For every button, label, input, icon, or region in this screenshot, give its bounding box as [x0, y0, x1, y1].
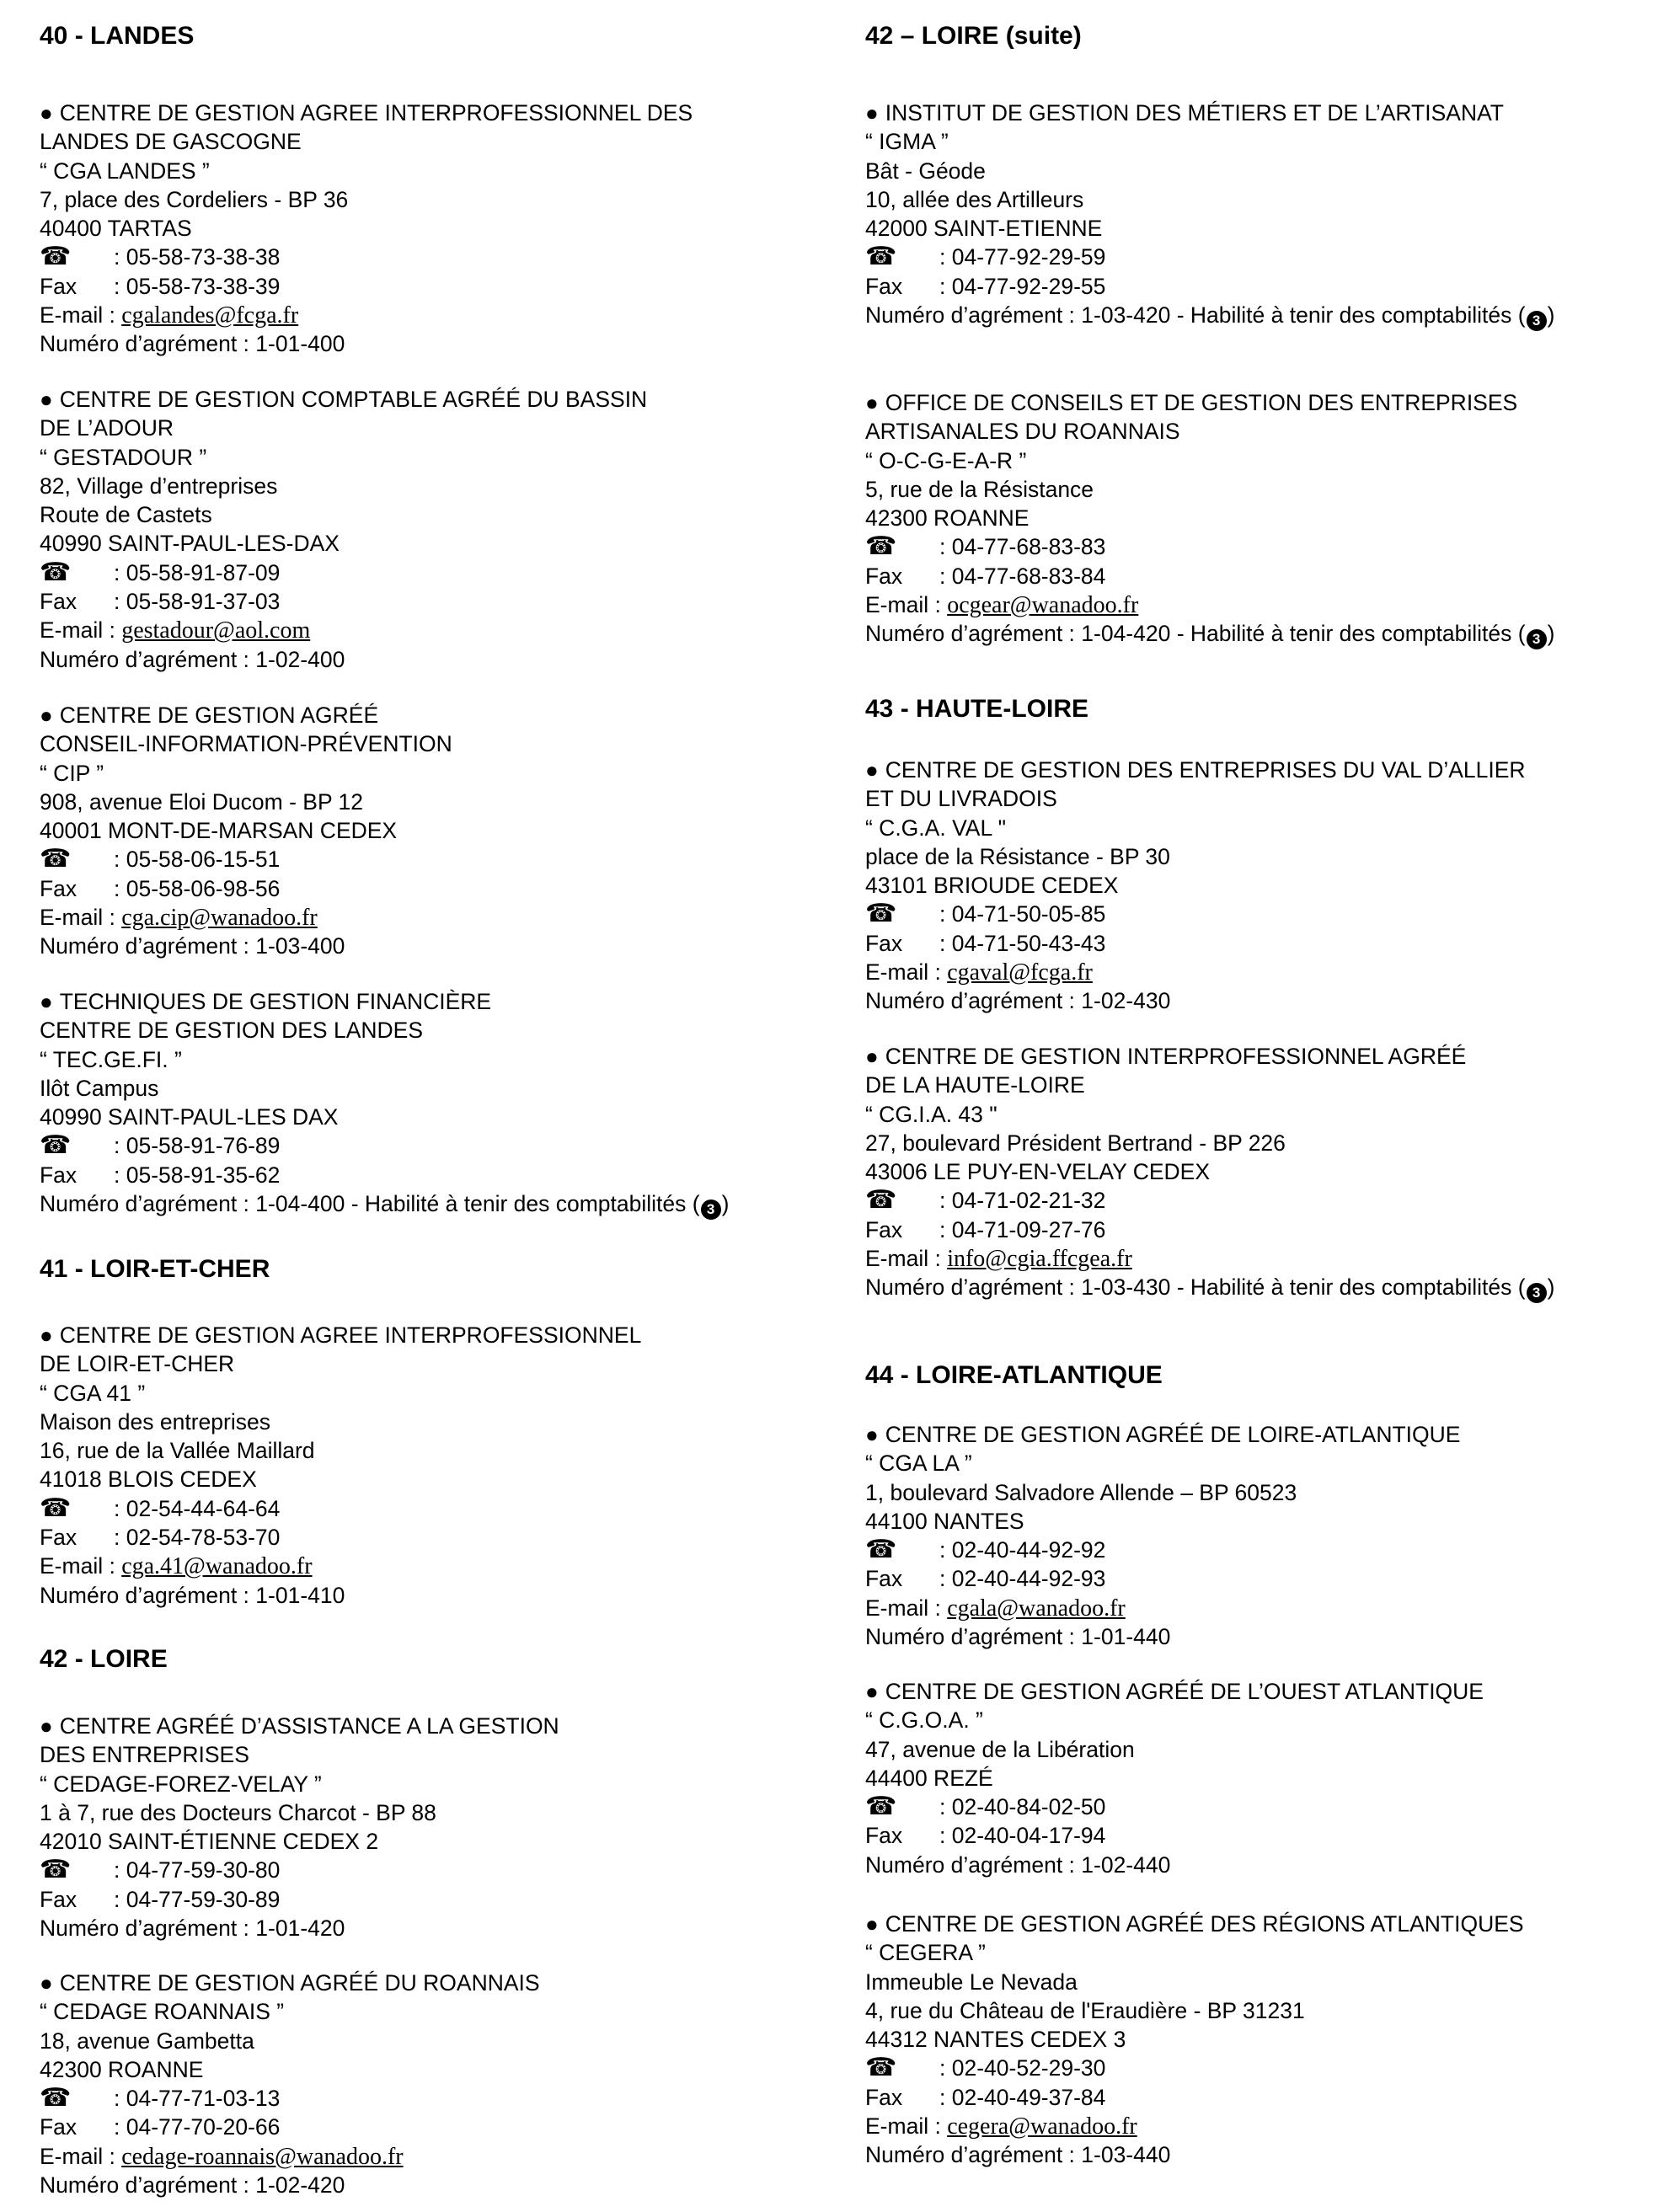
- phone-number: : 05-58-91-87-09: [114, 559, 281, 585]
- organization-name-line: [865, 1071, 1657, 1099]
- agrement-close: ): [1547, 1274, 1555, 1301]
- fax-label: Fax: [865, 1566, 903, 1592]
- organization-name-line: [40, 99, 832, 127]
- fax-number: : 04-77-92-29-55: [939, 273, 1106, 299]
- telephone-icon: ☎: [865, 1793, 897, 1821]
- agrement-number: Numéro d’agrément : 1-01-420: [40, 1915, 345, 1942]
- address-line: 47, avenue de la Libération: [865, 1736, 1135, 1762]
- bullet-icon: ●: [865, 390, 879, 415]
- address-line: 27, boulevard Président Bertrand - BP 226: [865, 1130, 1286, 1156]
- organization-name-line: [865, 1677, 1657, 1706]
- email-link[interactable]: gestadour@aol.com: [121, 617, 311, 644]
- address-line: 40990 SAINT-PAUL-LES DAX: [40, 1104, 339, 1130]
- phone-line: [40, 1856, 832, 1884]
- organization-name: DES ENTREPRISES: [40, 1742, 249, 1768]
- telephone-icon: ☎: [40, 1131, 72, 1160]
- organization-acronym: “ C.G.A. VAL ": [865, 815, 1006, 841]
- agrement-close: ): [1547, 621, 1555, 647]
- fax-line: [40, 587, 832, 616]
- organization-name: CENTRE DE GESTION COMPTABLE AGRÉÉ DU BASSIN: [59, 387, 648, 412]
- organization-name-line: [40, 1016, 832, 1045]
- agrement-line: [865, 986, 1657, 1015]
- telephone-icon: ☎: [865, 900, 897, 928]
- email-label: E-mail :: [40, 617, 122, 644]
- bullet-icon: ●: [40, 387, 53, 412]
- organization-entry: [865, 756, 1657, 1016]
- fax-label: Fax: [865, 1216, 903, 1242]
- agrement-line: [865, 1622, 1657, 1651]
- organization-acronym: “ GESTADOUR ”: [40, 444, 207, 470]
- phone-line: [865, 532, 1657, 561]
- organization-entry: [40, 99, 832, 359]
- telephone-icon: ☎: [40, 845, 72, 874]
- organization-entry: [40, 1321, 832, 1610]
- agrement-number: Numéro d’agrément : 1-03-430 - Habilité à tenir des comptabilités (: [865, 1274, 1526, 1301]
- organization-entry: [40, 385, 832, 674]
- agrement-number: Numéro d’agrément : 1-02-440: [865, 1851, 1171, 1878]
- fax-line: [40, 1523, 832, 1552]
- address-line: 18, avenue Gambetta: [40, 2028, 254, 2054]
- phone-line: [865, 243, 1657, 271]
- organization-acronym: “ C.G.O.A. ”: [865, 1707, 983, 1734]
- address-line: Immeuble Le Nevada: [865, 1969, 1078, 1995]
- organization-name-line: [40, 1321, 832, 1349]
- address-line: place de la Résistance - BP 30: [865, 843, 1170, 869]
- fax-label: Fax: [865, 273, 903, 299]
- address-line: 82, Village d’entreprises: [40, 473, 278, 499]
- email-link[interactable]: cga.cip@wanadoo.fr: [121, 905, 318, 932]
- agrement-line: [865, 1851, 1657, 1879]
- organization-entry: [40, 1712, 832, 1942]
- organization-name-line: [865, 1420, 1657, 1449]
- fax-label: Fax: [40, 875, 78, 901]
- agrement-line: [40, 1189, 832, 1218]
- organization-entry: [865, 1042, 1657, 1302]
- telephone-icon: ☎: [865, 243, 897, 271]
- phone-number: : 04-77-71-03-13: [114, 2086, 281, 2112]
- address-line: 44312 NANTES CEDEX 3: [865, 2027, 1126, 2053]
- agrement-number: Numéro d’agrément : 1-01-440: [865, 1624, 1171, 1650]
- fax-number: : 04-77-70-20-66: [114, 2114, 281, 2140]
- organization-name: CENTRE DE GESTION AGRÉÉ DU ROANNAIS: [59, 1970, 540, 1996]
- organization-name-line: [40, 127, 832, 156]
- section-title: 44 - LOIRE-ATLANTIQUE: [865, 1361, 1163, 1389]
- agrement-number: Numéro d’agrément : 1-03-400: [40, 933, 345, 959]
- organization-name: LANDES DE GASCOGNE: [40, 129, 302, 155]
- circled-three-icon: 3: [701, 1200, 721, 1220]
- agrement-line: [40, 932, 832, 960]
- organization-name-line: [40, 385, 832, 414]
- organization-name-line: [40, 1969, 832, 1997]
- organization-entry: [865, 99, 1657, 329]
- section-title: 41 - LOIR-ET-CHER: [40, 1255, 270, 1283]
- email-link[interactable]: cga.41@wanadoo.fr: [121, 1553, 313, 1580]
- fax-number: : 05-58-06-98-56: [114, 875, 281, 901]
- fax-number: : 02-40-49-37-84: [939, 2084, 1106, 2110]
- email-label: E-mail :: [40, 1553, 122, 1579]
- agrement-number: Numéro d’agrément : 1-01-400: [40, 331, 345, 357]
- telephone-icon: ☎: [40, 2084, 72, 2113]
- phone-number: : 04-77-59-30-80: [114, 1857, 281, 1883]
- bullet-icon: ●: [40, 1970, 53, 1996]
- agrement-number: Numéro d’agrément : 1-02-400: [40, 646, 345, 672]
- bullet-icon: ●: [865, 1422, 879, 1447]
- agrement-number: Numéro d’agrément : 1-04-420 - Habilité à tenir des comptabilités (: [865, 621, 1526, 647]
- agrement-line: [40, 329, 832, 358]
- organization-name-line: [40, 987, 832, 1016]
- phone-line: [865, 1793, 1657, 1821]
- organization-name: CENTRE AGRÉÉ D’ASSISTANCE A LA GESTION: [59, 1713, 559, 1739]
- phone-number: : 04-77-92-29-59: [939, 244, 1106, 270]
- address-line: 43101 BRIOUDE CEDEX: [865, 873, 1119, 899]
- phone-number: : 05-58-91-76-89: [114, 1133, 281, 1159]
- email-link[interactable]: cedage-roannais@wanadoo.fr: [121, 2143, 404, 2170]
- organization-name: CENTRE DE GESTION INTERPROFESSIONNEL AGRÉÉ: [885, 1044, 1467, 1069]
- fax-label: Fax: [40, 1162, 78, 1188]
- fax-line: [40, 874, 832, 903]
- organization-name-line: [40, 1349, 832, 1378]
- agrement-number: Numéro d’agrément : 1-02-430: [865, 988, 1171, 1014]
- email-line: [40, 903, 832, 932]
- fax-line: [40, 272, 832, 301]
- bullet-icon: ●: [865, 757, 879, 783]
- organization-name-line: [40, 414, 832, 442]
- fax-number: : 02-54-78-53-70: [114, 1525, 281, 1551]
- circled-three-icon: 3: [1527, 1283, 1547, 1303]
- fax-number: : 04-71-50-43-43: [939, 930, 1106, 956]
- address-line: 1 à 7, rue des Docteurs Charcot - BP 88: [40, 1799, 436, 1825]
- agrement-number: Numéro d’agrément : 1-03-440: [865, 2142, 1171, 2168]
- organization-name: CENTRE DE GESTION DES LANDES: [40, 1018, 424, 1044]
- agrement-close: ): [721, 1191, 730, 1217]
- phone-number: : 04-71-50-05-85: [939, 901, 1106, 927]
- circled-three-icon: 3: [1527, 629, 1547, 649]
- organization-name-line: [865, 417, 1657, 446]
- email-label: E-mail :: [865, 1595, 948, 1621]
- address-line: 42000 SAINT-ETIENNE: [865, 216, 1103, 242]
- telephone-icon: ☎: [865, 2054, 897, 2082]
- organization-acronym: “ CEDAGE-FOREZ-VELAY ”: [40, 1771, 322, 1797]
- organization-name-line: [40, 1740, 832, 1769]
- address-line: 5, rue de la Résistance: [865, 476, 1094, 502]
- address-line: 43006 LE PUY-EN-VELAY CEDEX: [865, 1159, 1211, 1185]
- bullet-icon: ●: [865, 1679, 879, 1704]
- phone-line: [40, 243, 832, 271]
- fax-label: Fax: [40, 273, 78, 299]
- organization-entry: [40, 701, 832, 961]
- organization-name-line: [865, 99, 1657, 127]
- agrement-line: [40, 1914, 832, 1942]
- agrement-line: [865, 2140, 1657, 2169]
- telephone-icon: ☎: [865, 1536, 897, 1564]
- organization-name: CENTRE DE GESTION AGRÉÉ: [59, 703, 379, 728]
- fax-line: [865, 929, 1657, 958]
- organization-name-line: [865, 756, 1657, 784]
- organization-entry: [865, 388, 1657, 649]
- phone-line: [40, 1131, 832, 1160]
- section-title: 42 - LOIRE: [40, 1645, 168, 1673]
- organization-name: CENTRE DE GESTION DES ENTREPRISES DU VAL D’ALLIER: [885, 757, 1526, 783]
- organization-name-line: [40, 701, 832, 729]
- phone-number: : 02-40-44-92-92: [939, 1537, 1106, 1563]
- fax-number: : 02-40-44-92-93: [939, 1566, 1106, 1592]
- email-label: E-mail :: [865, 959, 948, 986]
- phone-line: [40, 2084, 832, 2113]
- fax-number: : 05-58-91-37-03: [114, 589, 281, 615]
- bullet-icon: ●: [40, 100, 53, 126]
- email-label: E-mail :: [40, 905, 122, 931]
- agrement-line: [865, 619, 1657, 648]
- address-line: Route de Castets: [40, 502, 212, 528]
- organization-name: CENTRE DE GESTION AGRÉÉ DE L’OUEST ATLANTIQUE: [885, 1679, 1484, 1704]
- fax-line: [865, 562, 1657, 590]
- email-link[interactable]: cgala@wanadoo.fr: [947, 1595, 1126, 1622]
- email-label: E-mail :: [865, 592, 948, 618]
- organization-acronym: “ CG.I.A. 43 ": [865, 1101, 997, 1127]
- organization-entry: [40, 1969, 832, 2199]
- address-line: Maison des entreprises: [40, 1408, 270, 1435]
- email-line: [865, 1594, 1657, 1622]
- organization-entry: [40, 987, 832, 1218]
- email-line: [40, 2142, 832, 2171]
- fax-line: [40, 1885, 832, 1914]
- organization-name-line: [865, 1910, 1657, 1938]
- agrement-number: Numéro d’agrément : 1-04-400 - Habilité à tenir des comptabilités (: [40, 1191, 700, 1217]
- phone-number: : 04-71-02-21-32: [939, 1188, 1106, 1214]
- organization-name-line: [865, 1042, 1657, 1071]
- telephone-icon: ☎: [40, 1493, 72, 1522]
- agrement-line: [40, 2171, 832, 2199]
- organization-name: INSTITUT DE GESTION DES MÉTIERS ET DE L’ARTISANAT: [885, 100, 1504, 126]
- telephone-icon: ☎: [40, 243, 72, 271]
- email-line: [40, 616, 832, 644]
- organization-name: ET DU LIVRADOIS: [865, 786, 1057, 812]
- email-link[interactable]: cegera@wanadoo.fr: [947, 2113, 1137, 2140]
- organization-acronym: “ CGA LA ”: [865, 1451, 972, 1477]
- telephone-icon: ☎: [865, 532, 897, 561]
- phone-number: : 04-77-68-83-83: [939, 534, 1106, 560]
- address-line: 41018 BLOIS CEDEX: [40, 1467, 257, 1493]
- email-link[interactable]: cgaval@fcga.fr: [947, 959, 1093, 986]
- fax-line: [865, 2083, 1657, 2112]
- phone-line: [865, 2054, 1657, 2082]
- organization-name: DE LOIR-ET-CHER: [40, 1351, 235, 1377]
- organization-name-line: [40, 1712, 832, 1740]
- organization-name: CENTRE DE GESTION AGREE INTERPROFESSIONNEL DES: [59, 100, 693, 126]
- fax-label: Fax: [865, 1823, 903, 1849]
- email-line: [865, 2112, 1657, 2140]
- agrement-number: Numéro d’agrément : 1-01-410: [40, 1582, 345, 1608]
- organization-name: OFFICE DE CONSEILS ET DE GESTION DES ENTREPRISES: [885, 390, 1518, 415]
- address-line: 40001 MONT-DE-MARSAN CEDEX: [40, 818, 398, 844]
- organization-acronym: “ CIP ”: [40, 760, 104, 786]
- fax-label: Fax: [40, 2114, 78, 2140]
- organization-acronym: “ CGA 41 ”: [40, 1380, 146, 1406]
- section-title: 43 - HAUTE-LOIRE: [865, 695, 1089, 723]
- bullet-icon: ●: [40, 989, 53, 1014]
- fax-label: Fax: [40, 1525, 78, 1551]
- phone-line: [40, 558, 832, 587]
- bullet-icon: ●: [865, 100, 879, 126]
- organization-name: CENTRE DE GESTION AGREE INTERPROFESSIONNEL: [59, 1322, 642, 1348]
- phone-number: : 02-54-44-64-64: [114, 1495, 281, 1521]
- email-label: E-mail :: [40, 2143, 122, 2169]
- organization-entry: [865, 1910, 1657, 2170]
- organization-name-line: [40, 729, 832, 758]
- phone-number: : 02-40-52-29-30: [939, 2055, 1106, 2081]
- bullet-icon: ●: [865, 1044, 879, 1069]
- organization-acronym: “ IGMA ”: [865, 129, 949, 155]
- address-line: 1, boulevard Salvadore Allende – BP 60523: [865, 1479, 1297, 1505]
- phone-line: [865, 1186, 1657, 1215]
- section-title: 40 - LANDES: [40, 22, 195, 50]
- address-line: 42300 ROANNE: [40, 2056, 204, 2082]
- email-label: E-mail :: [40, 302, 122, 329]
- fax-label: Fax: [865, 2084, 903, 2110]
- address-line: 42300 ROANNE: [865, 505, 1030, 532]
- bullet-icon: ●: [40, 1713, 53, 1739]
- section-title: 42 – LOIRE (suite): [865, 22, 1082, 50]
- agrement-line: [40, 645, 832, 674]
- organization-name: TECHNIQUES DE GESTION FINANCIÈRE: [59, 989, 492, 1014]
- email-line: [40, 301, 832, 329]
- fax-number: : 05-58-73-38-39: [114, 273, 281, 299]
- address-line: 7, place des Cordeliers - BP 36: [40, 186, 349, 212]
- organization-acronym: “ TEC.GE.FI. ”: [40, 1046, 182, 1072]
- address-line: 40990 SAINT-PAUL-LES-DAX: [40, 531, 340, 557]
- agrement-close: ): [1547, 302, 1555, 329]
- agrement-line: [865, 301, 1657, 329]
- organization-acronym: “ CEDAGE ROANNAIS ”: [40, 1999, 285, 2025]
- organization-acronym: “ CGA LANDES ”: [40, 158, 210, 184]
- bullet-icon: ●: [40, 703, 53, 728]
- fax-number: : 02-40-04-17-94: [939, 1823, 1106, 1849]
- fax-label: Fax: [865, 563, 903, 589]
- organization-name: DE L’ADOUR: [40, 415, 174, 441]
- email-line: [865, 590, 1657, 619]
- phone-line: [40, 845, 832, 874]
- address-line: 10, allée des Artilleurs: [865, 186, 1084, 212]
- fax-line: [865, 1216, 1657, 1244]
- fax-line: [865, 1821, 1657, 1850]
- email-line: [865, 1244, 1657, 1273]
- agrement-line: [40, 1581, 832, 1610]
- phone-line: [40, 1494, 832, 1523]
- organization-name-line: [865, 784, 1657, 813]
- address-line: 4, rue du Château de l'Eraudière - BP 31231: [865, 1997, 1305, 2023]
- circled-three-icon: 3: [1527, 311, 1547, 331]
- organization-entry: [865, 1420, 1657, 1651]
- email-label: E-mail :: [865, 2113, 948, 2140]
- organization-name: CENTRE DE GESTION AGRÉÉ DE LOIRE-ATLANTIQUE: [885, 1422, 1461, 1447]
- telephone-icon: ☎: [865, 1186, 897, 1215]
- fax-label: Fax: [40, 1886, 78, 1912]
- phone-number: : 05-58-73-38-38: [114, 244, 281, 270]
- bullet-icon: ●: [40, 1322, 53, 1348]
- address-line: 908, avenue Eloi Ducom - BP 12: [40, 788, 363, 815]
- fax-number: : 04-71-09-27-76: [939, 1216, 1106, 1242]
- telephone-icon: ☎: [40, 1856, 72, 1884]
- address-line: 44400 REZÉ: [865, 1765, 993, 1791]
- agrement-line: [865, 1273, 1657, 1301]
- address-line: 42010 SAINT-ÉTIENNE CEDEX 2: [40, 1829, 379, 1855]
- fax-line: [865, 272, 1657, 301]
- phone-number: : 02-40-84-02-50: [939, 1794, 1106, 1820]
- bullet-icon: ●: [865, 1911, 879, 1937]
- address-line: Ilôt Campus: [40, 1075, 159, 1101]
- agrement-number: Numéro d’agrément : 1-03-420 - Habilité à tenir des comptabilités (: [865, 302, 1526, 329]
- phone-line: [865, 1536, 1657, 1564]
- fax-number: : 04-77-68-83-84: [939, 563, 1106, 589]
- organization-name: ARTISANALES DU ROANNAIS: [865, 419, 1180, 445]
- email-link[interactable]: cgalandes@fcga.fr: [121, 302, 299, 329]
- organization-entry: [865, 1677, 1657, 1879]
- phone-line: [865, 900, 1657, 928]
- fax-number: : 05-58-91-35-62: [114, 1162, 281, 1188]
- organization-name: CONSEIL-INFORMATION-PRÉVENTION: [40, 731, 452, 757]
- phone-number: : 05-58-06-15-51: [114, 847, 281, 873]
- email-line: [865, 958, 1657, 986]
- email-line: [40, 1552, 832, 1580]
- email-label: E-mail :: [865, 1246, 948, 1272]
- organization-name: DE LA HAUTE-LOIRE: [865, 1072, 1085, 1098]
- address-line: 44100 NANTES: [865, 1508, 1024, 1534]
- fax-line: [40, 1161, 832, 1189]
- agrement-number: Numéro d’agrément : 1-02-420: [40, 2172, 345, 2199]
- address-line: 16, rue de la Vallée Maillard: [40, 1438, 315, 1464]
- telephone-icon: ☎: [40, 558, 72, 586]
- email-link[interactable]: ocgear@wanadoo.fr: [947, 592, 1139, 619]
- fax-label: Fax: [40, 589, 78, 615]
- email-link[interactable]: info@cgia.ffcgea.fr: [947, 1246, 1132, 1273]
- organization-name-line: [865, 388, 1657, 417]
- fax-line: [40, 2113, 832, 2141]
- address-line: Bât - Géode: [865, 158, 986, 184]
- fax-line: [865, 1564, 1657, 1593]
- address-line: 40400 TARTAS: [40, 216, 192, 242]
- organization-acronym: “ CEGERA ”: [865, 1940, 986, 1966]
- organization-name: CENTRE DE GESTION AGRÉÉ DES RÉGIONS ATLANTIQUES: [885, 1911, 1524, 1937]
- fax-number: : 04-77-59-30-89: [114, 1886, 281, 1912]
- organization-acronym: “ O-C-G-E-A-R ”: [865, 447, 1027, 473]
- fax-label: Fax: [865, 930, 903, 956]
